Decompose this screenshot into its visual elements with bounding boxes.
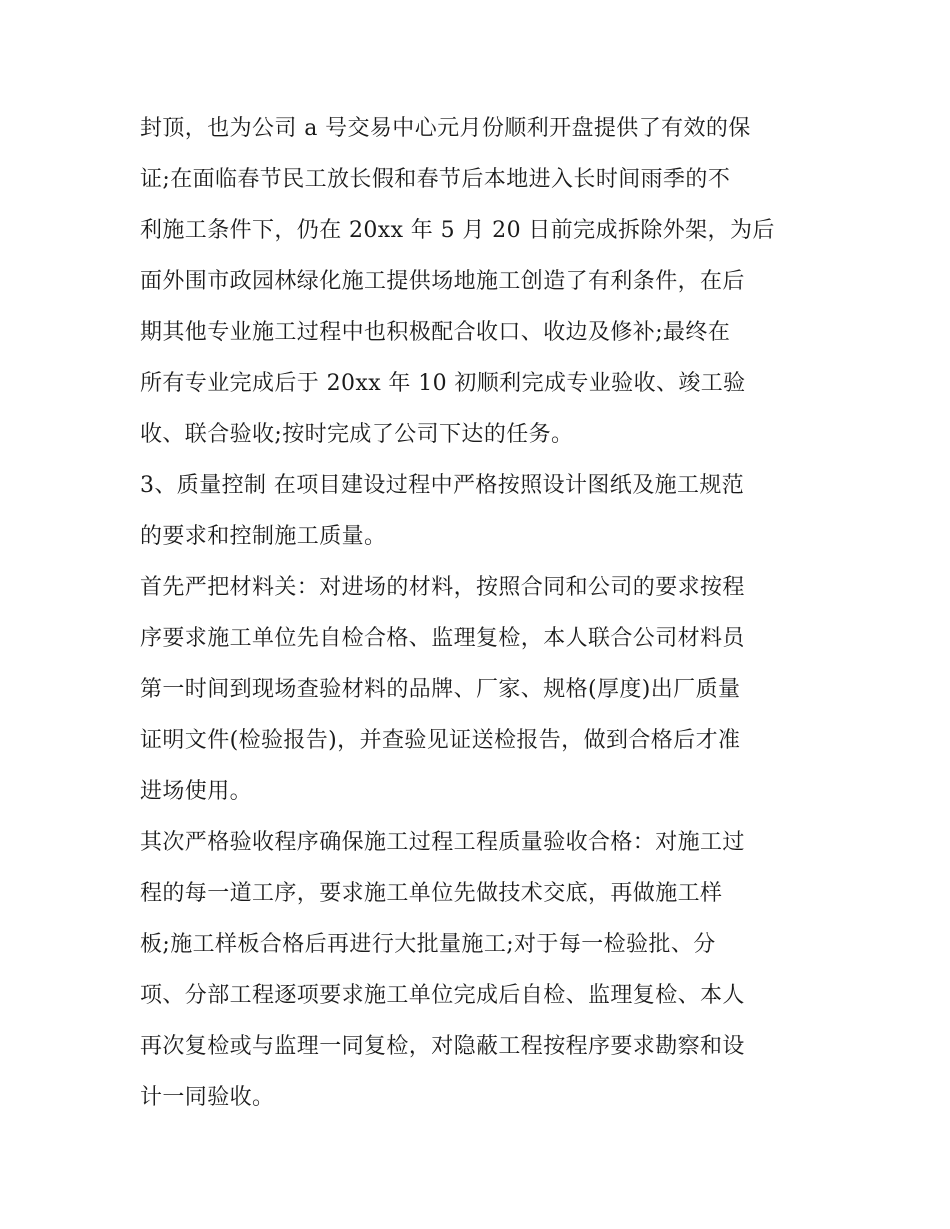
text-line: 的要求和控制施工质量。 [140, 524, 387, 549]
text-line: 封顶，也为公司 a 号交易中心元月份顺利开盘提供了有效的保 [140, 116, 751, 141]
text-line: 再次复检或与监理一同复检，对隐蔽工程按程序要求勘察和设 [140, 1034, 745, 1059]
text-line: 程的每一道工序，要求施工单位先做技术交底，再做施工样 [140, 881, 723, 906]
text-line: 利施工条件下，仍在 20xx 年 5 月 20 日前完成拆除外架，为后 [140, 218, 775, 243]
text-line: 期其他专业施工过程中也积极配合收口、收边及修补;最终在 [140, 320, 731, 345]
text-line: 板;施工样板合格后再进行大批量施工;对于每一检验批、分 [140, 932, 716, 957]
text-line: 第一时间到现场查验材料的品牌、厂家、规格(厚度)出厂质量 [140, 677, 741, 702]
text-line: 证;在面临春节民工放长假和春节后本地进入长时间雨季的不 [140, 167, 731, 192]
text-line: 计一同验收。 [140, 1085, 275, 1110]
text-line: 所有专业完成后于 20xx 年 10 初顺利完成专业验收、竣工验 [140, 371, 746, 396]
text-line: 证明文件(检验报告)，并查验见证送检报告，做到合格后才准 [140, 728, 741, 753]
text-line: 项、分部工程逐项要求施工单位完成后自检、监理复检、本人 [140, 983, 745, 1008]
text-line: 面外围市政园林绿化施工提供场地施工创造了有利条件，在后 [140, 269, 745, 294]
text-line: 收、联合验收;按时完成了公司下达的任务。 [140, 422, 574, 447]
section-heading-quality-control: 3、质量控制 在项目建设过程中严格按照设计图纸及施工规范 [140, 473, 745, 498]
text-line: 其次严格验收程序确保施工过程工程质量验收合格：对施工过 [140, 830, 745, 855]
text-line: 序要求施工单位先自检合格、监理复检，本人联合公司材料员 [140, 626, 745, 651]
text-line: 进场使用。 [140, 779, 253, 804]
text-line: 首先严把材料关：对进场的材料，按照合同和公司的要求按程 [140, 575, 745, 600]
